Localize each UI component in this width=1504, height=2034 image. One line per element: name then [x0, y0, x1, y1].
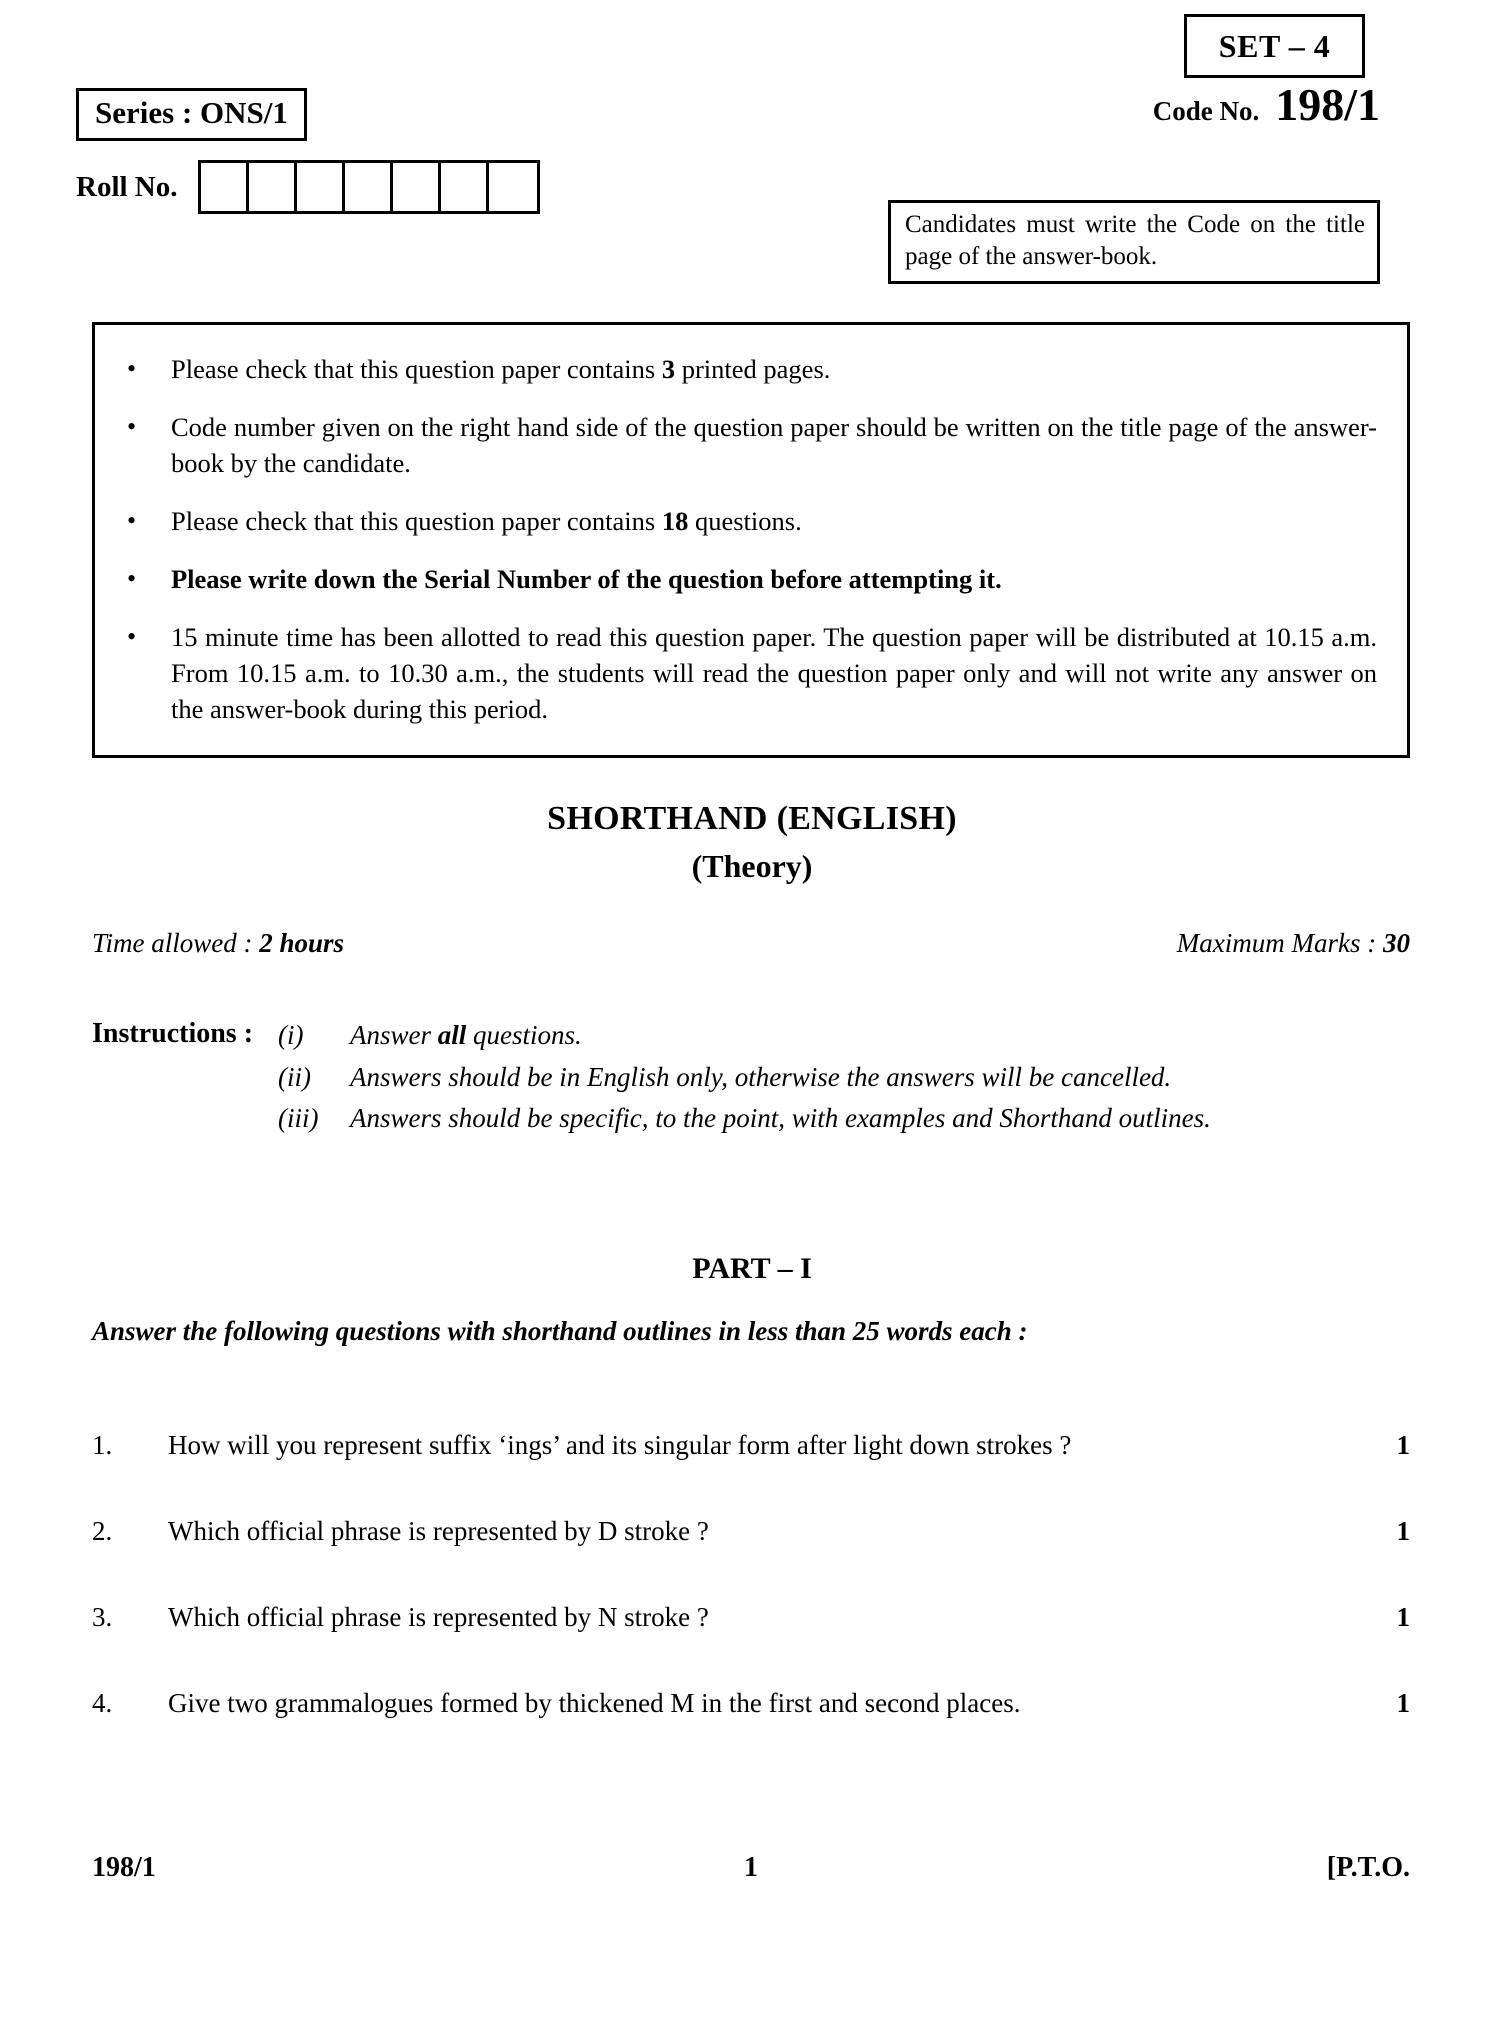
instruction-item	[278, 1060, 1410, 1096]
bullet-icon: •	[127, 506, 137, 536]
candidates-note-box	[888, 200, 1380, 284]
page-footer	[92, 1852, 1410, 1884]
text-fragment: questions.	[688, 506, 802, 537]
question-number: 2.	[92, 1516, 113, 1546]
time-allowed	[92, 928, 344, 959]
exam-meta-row	[92, 928, 1410, 959]
bullet-icon: •	[127, 354, 137, 383]
footer-pto: [P.T.O.	[1326, 1852, 1410, 1883]
notice-instructions-box	[92, 322, 1410, 758]
page-title: SHORTHAND (ENGLISH)	[547, 800, 957, 837]
roll-number-boxes[interactable]	[198, 160, 540, 214]
roll-number-cell[interactable]	[345, 163, 393, 211]
question-text: Give two grammalogues formed by thickened M in the first and second places.	[168, 1688, 1021, 1718]
maximum-marks-value: 30	[1383, 928, 1410, 958]
notice-item	[121, 351, 1377, 387]
text-fragment: Please check that this question paper contains	[171, 506, 662, 537]
questions-list	[92, 1430, 1410, 1774]
notice-item-text	[171, 409, 1377, 481]
code-number-label: Code No.	[1152, 96, 1260, 126]
roll-number-cell[interactable]	[489, 163, 537, 211]
text-fragment: Please write down the Serial Number of the question before attempting it.	[171, 564, 1002, 595]
code-number-row	[1020, 79, 1380, 130]
part-subheading: Answer the following questions with shorthand outlines in less than 25 words each :	[92, 1316, 1028, 1346]
instruction-text	[350, 1101, 1410, 1137]
text-fragment: Code number given on the right hand side of the question paper should be written on the title page of the answer-book by the candidate.	[171, 412, 1377, 479]
question-row	[92, 1688, 1410, 1774]
text-fragment: questions.	[466, 1020, 582, 1050]
question-row	[92, 1430, 1410, 1516]
roll-number-label: Roll No.	[76, 170, 178, 203]
time-allowed-prefix: Time allowed :	[92, 928, 260, 958]
maximum-marks-prefix: Maximum Marks :	[1176, 928, 1383, 958]
instructions-block	[92, 1018, 1410, 1143]
series-label: Series : ONS/1	[95, 95, 288, 130]
question-text: Which official phrase is represented by N stroke ?	[168, 1602, 709, 1632]
instructions-label: Instructions :	[92, 1018, 254, 1049]
roll-number-row	[76, 160, 540, 214]
time-allowed-value: 2 hours	[259, 928, 345, 958]
text-fragment: 15 minute time has been allotted to read this question paper. The question paper will be distributed at 10.15 a.m. From 10.15 a.m. to 10.30 a.m., the students will read the question paper only and will not write any answer on the answer-book during this period.	[171, 622, 1377, 725]
candidates-note-text: Candidates must write the Code on the title page of the answer-book.	[905, 211, 1365, 270]
roll-number-cell[interactable]	[201, 163, 249, 211]
notice-item	[121, 619, 1377, 727]
part-heading: PART – I	[692, 1252, 812, 1285]
set-number-box	[1184, 14, 1365, 78]
question-number: 4.	[92, 1688, 113, 1718]
set-number-label: SET – 4	[1218, 27, 1331, 64]
bullet-icon: •	[127, 622, 137, 652]
roll-number-cell[interactable]	[249, 163, 297, 211]
notice-item-text	[171, 619, 1377, 727]
question-number: 3.	[92, 1602, 113, 1632]
text-fragment: 3	[661, 354, 676, 384]
question-row	[92, 1602, 1410, 1688]
series-box	[76, 88, 307, 141]
text-fragment: printed pages.	[675, 354, 831, 384]
text-fragment: all	[437, 1020, 467, 1050]
notice-item	[121, 561, 1377, 597]
notice-item	[121, 409, 1377, 481]
page-subtitle: (Theory)	[691, 848, 813, 884]
bullet-icon: •	[127, 564, 137, 594]
roll-number-cell[interactable]	[393, 163, 441, 211]
footer-code: 198/1	[92, 1852, 156, 1883]
instruction-text	[350, 1018, 1410, 1054]
notice-item	[121, 503, 1377, 539]
text-fragment: Answers should be specific, to the point, with examples and Shorthand outlines.	[350, 1103, 1211, 1134]
notice-item-text	[171, 351, 1377, 387]
question-marks: 1	[1396, 1602, 1410, 1632]
question-text: Which official phrase is represented by D stroke ?	[168, 1516, 709, 1546]
instruction-item	[278, 1018, 1410, 1054]
text-fragment: 18	[661, 506, 689, 537]
instruction-number: (iii)	[278, 1103, 319, 1134]
text-fragment: Please check that this question paper contains	[171, 354, 662, 384]
code-number-value: 198/1	[1275, 79, 1380, 130]
text-fragment: Answers should be in English only, otherwise the answers will be cancelled.	[350, 1061, 1172, 1092]
roll-number-cell[interactable]	[441, 163, 489, 211]
question-marks: 1	[1396, 1688, 1410, 1718]
bullet-icon: •	[127, 412, 137, 442]
notice-item-text	[171, 503, 1377, 539]
notice-item-text	[171, 561, 1377, 597]
roll-number-cell[interactable]	[297, 163, 345, 211]
instruction-number: (ii)	[278, 1061, 311, 1092]
instruction-text	[350, 1060, 1410, 1096]
instructions-list	[278, 1018, 1410, 1143]
maximum-marks	[1177, 928, 1410, 959]
text-fragment: Answer	[350, 1020, 438, 1050]
question-number: 1.	[92, 1430, 113, 1460]
footer-page-number: 1	[743, 1852, 758, 1883]
instruction-item	[278, 1101, 1410, 1137]
question-text: How will you represent suffix ‘ings’ and its singular form after light down strokes ?	[168, 1430, 1072, 1460]
instruction-number: (i)	[278, 1020, 304, 1050]
question-row	[92, 1516, 1410, 1602]
question-marks: 1	[1396, 1516, 1410, 1546]
question-marks: 1	[1396, 1430, 1410, 1460]
